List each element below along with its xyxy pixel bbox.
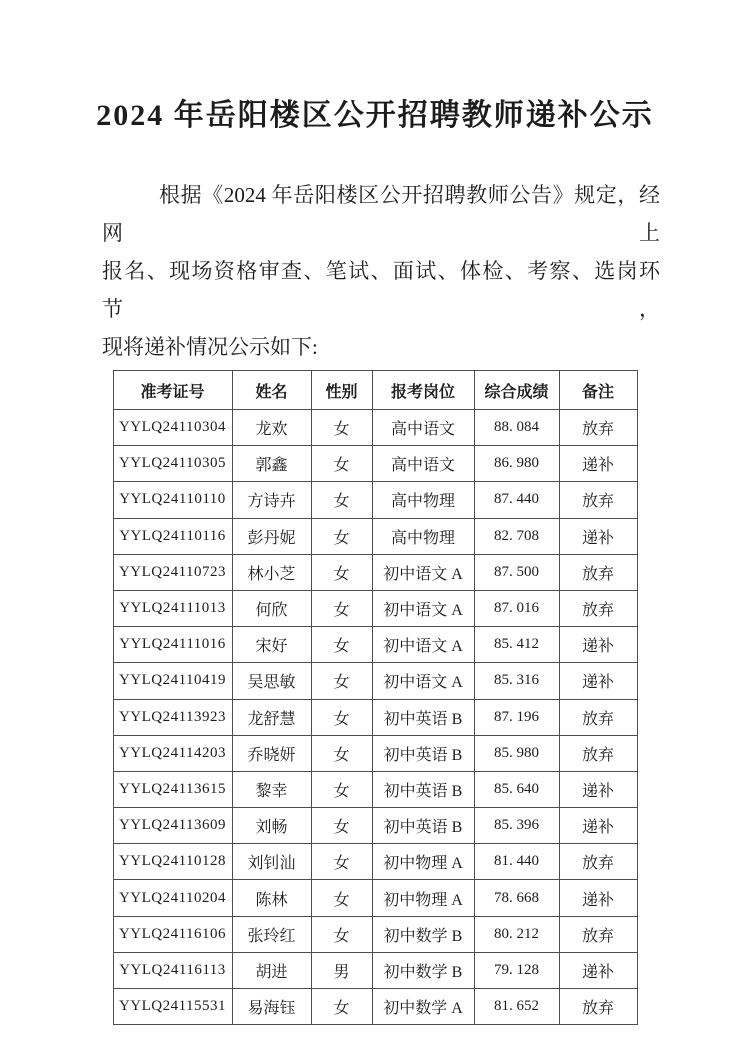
header-cell-position: 报考岗位 [372,371,474,410]
cell-exam-id: YYLQ24110419 [113,663,232,699]
table-row [113,663,637,699]
cell-score: 87. 016 [474,590,559,626]
cell-exam-id: YYLQ24116113 [113,952,232,988]
cell-position: 高中物理 [372,482,474,518]
cell-score: 85. 980 [474,735,559,771]
cell-gender: 女 [311,771,372,807]
cell-name: 林小芝 [232,554,311,590]
cell-remark: 递补 [559,771,637,807]
cell-exam-id: YYLQ24111016 [113,627,232,663]
cell-exam-id: YYLQ24113615 [113,771,232,807]
cell-name: 吴思敏 [232,663,311,699]
cell-score: 87. 440 [474,482,559,518]
cell-position: 初中语文 A [372,590,474,626]
table-row [113,880,637,916]
cell-remark: 放弃 [559,699,637,735]
cell-gender: 女 [311,916,372,952]
cell-name: 陈林 [232,880,311,916]
cell-score: 85. 640 [474,771,559,807]
cell-position: 初中语文 A [372,627,474,663]
cell-name: 龙欢 [232,410,311,446]
table-row [113,808,637,844]
cell-exam-id: YYLQ24110110 [113,482,232,518]
intro-line-1: 根据《2024 年岳阳楼区公开招聘教师公告》规定，经网上 [102,183,660,245]
cell-score: 87. 500 [474,554,559,590]
cell-remark: 放弃 [559,482,637,518]
table-row [113,554,637,590]
cell-score: 79. 128 [474,952,559,988]
cell-gender: 女 [311,663,372,699]
cell-position: 初中语文 A [372,554,474,590]
cell-name: 乔晓妍 [232,735,311,771]
cell-exam-id: YYLQ24110116 [113,518,232,554]
cell-position: 高中物理 [372,518,474,554]
cell-remark: 放弃 [559,735,637,771]
cell-position: 初中数学 A [372,989,474,1025]
cell-exam-id: YYLQ24110304 [113,410,232,446]
cell-score: 78. 668 [474,880,559,916]
cell-exam-id: YYLQ24116106 [113,916,232,952]
cell-remark: 递补 [559,808,637,844]
cell-position: 初中英语 B [372,808,474,844]
cell-gender: 女 [311,735,372,771]
cell-score: 82. 708 [474,518,559,554]
cell-position: 初中英语 B [372,735,474,771]
table-row [113,735,637,771]
cell-score: 88. 084 [474,410,559,446]
table-row [113,989,637,1025]
cell-position: 初中物理 A [372,880,474,916]
cell-gender: 女 [311,627,372,663]
header-cell-remark: 备注 [559,371,637,410]
cell-position: 初中语文 A [372,663,474,699]
cell-name: 易海钰 [232,989,311,1025]
cell-exam-id: YYLQ24110305 [113,446,232,482]
document-title: 2024 年岳阳楼区公开招聘教师递补公示 [96,99,654,132]
cell-exam-id: YYLQ24110128 [113,844,232,880]
cell-gender: 女 [311,989,372,1025]
cell-remark: 递补 [559,880,637,916]
cell-position: 初中物理 A [372,844,474,880]
cell-gender: 女 [311,880,372,916]
intro-line-3: 现将递补情况公示如下: [102,335,318,359]
intro-line-2: 报名、现场资格审查、笔试、面试、体检、考察、选岗环节， [102,259,660,321]
table-row [113,410,637,446]
cell-exam-id: YYLQ24114203 [113,735,232,771]
table-row [113,916,637,952]
cell-name: 何欣 [232,590,311,626]
table-row [113,627,637,663]
cell-position: 初中数学 B [372,952,474,988]
table-body [113,410,637,1025]
cell-exam-id: YYLQ24113609 [113,808,232,844]
table-row [113,699,637,735]
cell-position: 高中语文 [372,446,474,482]
header-cell-exam-id: 准考证号 [113,371,232,410]
table-row [113,952,637,988]
table-header-row [113,371,637,410]
header-cell-name: 姓名 [232,371,311,410]
cell-gender: 女 [311,410,372,446]
table-row [113,518,637,554]
cell-remark: 放弃 [559,410,637,446]
header-cell-gender: 性别 [311,371,372,410]
table-row [113,446,637,482]
cell-remark: 递补 [559,627,637,663]
cell-gender: 女 [311,554,372,590]
cell-score: 81. 440 [474,844,559,880]
cell-position: 初中英语 B [372,699,474,735]
cell-name: 方诗卉 [232,482,311,518]
cell-gender: 女 [311,808,372,844]
cell-score: 80. 212 [474,916,559,952]
cell-remark: 放弃 [559,989,637,1025]
cell-name: 胡进 [232,952,311,988]
cell-score: 85. 316 [474,663,559,699]
table-row [113,482,637,518]
cell-gender: 女 [311,844,372,880]
cell-remark: 递补 [559,518,637,554]
table-row [113,590,637,626]
cell-name: 宋好 [232,627,311,663]
cell-remark: 递补 [559,952,637,988]
cell-position: 高中语文 [372,410,474,446]
cell-remark: 放弃 [559,590,637,626]
cell-remark: 递补 [559,663,637,699]
cell-score: 85. 412 [474,627,559,663]
cell-remark: 放弃 [559,554,637,590]
cell-exam-id: YYLQ24110204 [113,880,232,916]
cell-score: 81. 652 [474,989,559,1025]
cell-name: 刘钊汕 [232,844,311,880]
table-row [113,844,637,880]
cell-remark: 放弃 [559,916,637,952]
cell-gender: 女 [311,446,372,482]
cell-gender: 男 [311,952,372,988]
table-row [113,771,637,807]
cell-gender: 女 [311,518,372,554]
cell-score: 85. 396 [474,808,559,844]
cell-remark: 递补 [559,446,637,482]
cell-gender: 女 [311,699,372,735]
cell-exam-id: YYLQ24115531 [113,989,232,1025]
intro-paragraph [102,176,660,366]
cell-score: 86. 980 [474,446,559,482]
cell-name: 郭鑫 [232,446,311,482]
cell-name: 张玲红 [232,916,311,952]
cell-remark: 放弃 [559,844,637,880]
cell-exam-id: YYLQ24110723 [113,554,232,590]
cell-score: 87. 196 [474,699,559,735]
header-cell-score: 综合成绩 [474,371,559,410]
recruitment-table [113,370,638,1025]
cell-name: 刘畅 [232,808,311,844]
cell-gender: 女 [311,482,372,518]
cell-exam-id: YYLQ24111013 [113,590,232,626]
cell-exam-id: YYLQ24113923 [113,699,232,735]
cell-gender: 女 [311,590,372,626]
cell-name: 黎幸 [232,771,311,807]
cell-position: 初中数学 B [372,916,474,952]
cell-position: 初中英语 B [372,771,474,807]
cell-name: 彭丹妮 [232,518,311,554]
cell-name: 龙舒慧 [232,699,311,735]
